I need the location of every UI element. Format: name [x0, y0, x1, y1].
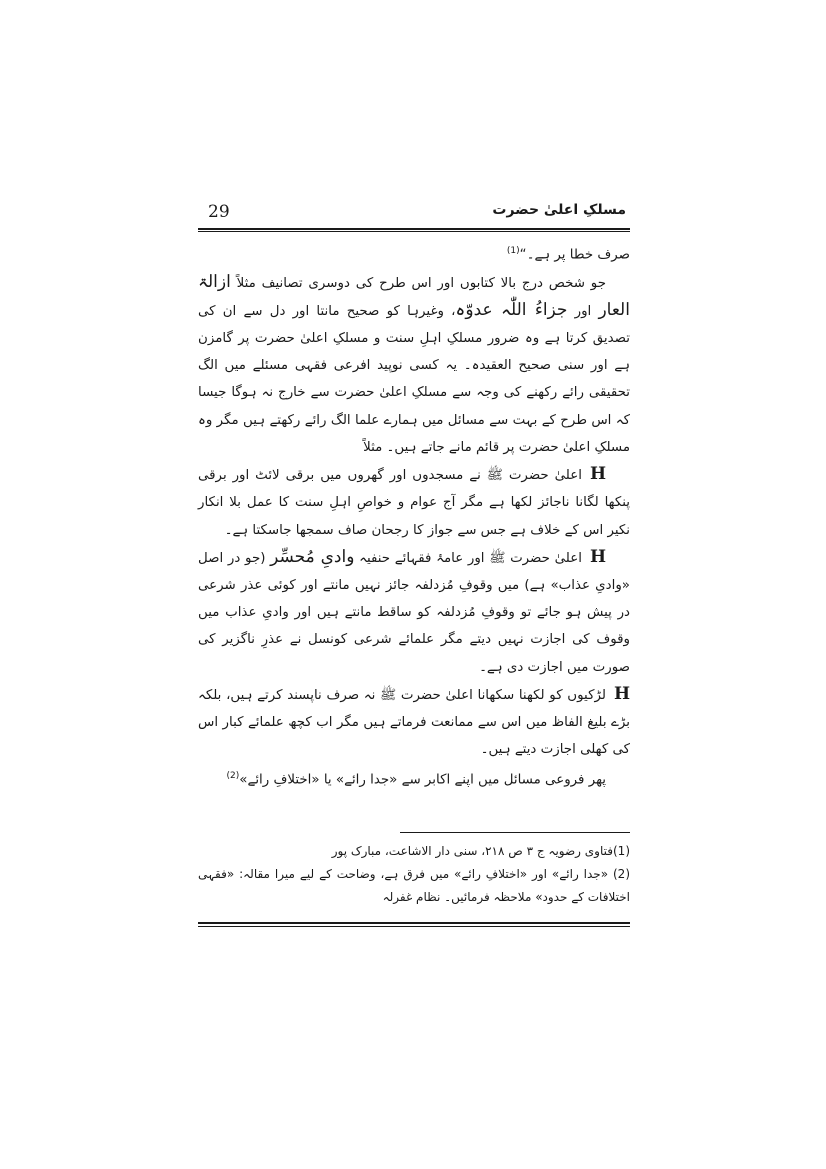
footnotes: [198, 840, 630, 909]
footnote-ref-2: (2): [226, 771, 240, 782]
paragraph-main: جو شخص درج بالا کتابوں اور اس طرح کی دوسری تصانیف مثلاً ازالۃ العار اور جزاءُ اللّٰہ عدوّہ، وغیرہا کو صحیح مانتا اور دل سے ان کی تصدیق کرتا ہے وہ ضرور مسلکِ اہلِ سنت و مسلکِ اعلیٰ حضرت پر گامزن ہے اور سنی صحیح العقیدہ۔ یہ کسی نوپید افرعی فقہی مسئلے میں الگ تحقیقی رائے رکھنے کی وجہ سے مسلکِ اعلیٰ حضرت سے خارج نہ ہوگا جیسا کہ اس طرح کے بہت سے مسائل میں ہمارے علما الگ رائے رکھتے ہیں مگر وہ مسلکِ اعلیٰ حضرت پر قائم مانے جاتے ہیں۔ مثلاً: [198, 271, 630, 455]
arabic-title-izalat: ازالۃ العار: [198, 271, 630, 320]
paragraph-last: پھر فروعی مسائل میں اپنے اکابر سے «جدا رائے» یا «اختلافِ رائے»$^{(2)}$: [226, 771, 606, 788]
bullet-item-3: Hلڑکیوں کو لکھنا سکھانا اعلیٰ حضرت ﷺ نہ صرف ناپسند کرتے ہیں، بلکہ بڑے بلیغ الفاظ میں اس سے ممانعت فرماتے ہیں مگر اب کچھ علمائے کبار اس کی کھلی اجازت دیتے ہیں۔: [198, 683, 630, 758]
footnote-1: (1)فتاوی رضویہ ج ۳ ص ۲۱۸، سنی دار الاشاعت، مبارک پور: [331, 844, 630, 858]
arabic-term-wadi-muhassir: وادیِ مُحسِّر: [270, 546, 355, 567]
bullet-marker: H: [613, 683, 630, 704]
footnote-divider: [400, 832, 630, 833]
running-title: مسلکِ اعلیٰ حضرت: [492, 202, 626, 218]
bullet-item-2: Hاعلیٰ حضرت ﷺ اور عامۂ فقہائے حنفیہ وادیِ مُحسِّر (جو در اصل «وادیِ عذاب» ہے) میں وقوفِ مُزدلفہ جائز نہیں مانتے اور کوئی عذر شرعی در پیش ہو جائے تو وقوفِ مُزدلفہ کو ساقط مانتے ہیں اور وادیِ عذاب میں وقوف کی اجازت نہیں دیتے مگر علمائے شرعی کونسل نے عذرِ ناگزیر کی صورت میں اجازت دی ہے۔: [198, 546, 630, 675]
paragraph-continuation: صرف خطا پر ہے۔“$^{(1)}$: [506, 246, 630, 263]
book-page: [198, 200, 630, 930]
header-double-rule: [198, 228, 630, 232]
bullet-marker: H: [589, 546, 606, 567]
arabic-title-jaza: جزاءُ اللّٰہ عدوّہ: [455, 299, 568, 320]
main-text: [198, 238, 630, 794]
page-number: 29: [208, 202, 230, 222]
footer-double-rule: [198, 922, 630, 927]
footnote-2: (2) «جدا رائے» اور «اختلافِ رائے» میں فرق ہے، وضاحت کے لیے میرا مقالہ: «فقہی اختلافات کے حدود» ملاحظہ فرمائیں۔ نظام غفرلہ: [198, 867, 630, 904]
bullet-marker: H: [589, 464, 606, 485]
bullet-item-1: Hاعلیٰ حضرت ﷺ نے مسجدوں اور گھروں میں برقی لائٹ اور برقی پنکھا لگانا ناجائز لکھا ہے مگر آج عوام و خواصِ اہلِ سنت کا عمل بلا انکار نکیر اس کے خلاف ہے جس سے جواز کا رجحان صاف سمجھا جاسکتا ہے۔: [198, 464, 630, 538]
page-header: [198, 200, 630, 226]
footnote-ref-1: (1): [506, 246, 520, 256]
